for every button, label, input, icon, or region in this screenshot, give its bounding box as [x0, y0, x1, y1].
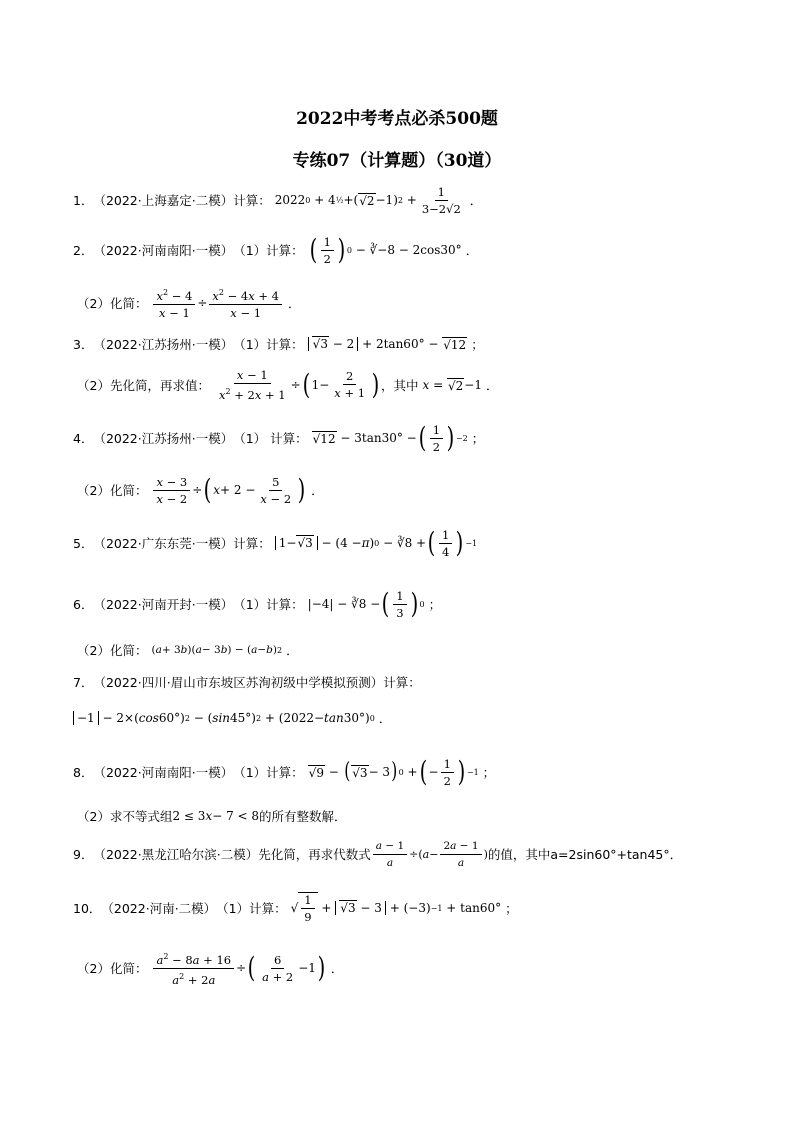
page-title: 2022中考考点必杀500题	[296, 109, 498, 129]
math-condition: x = √2 −1	[422, 378, 482, 393]
math-expression: 2 ≤ 3 x − 7 < 8	[172, 809, 260, 823]
problem-2: 2． （2022·河南南阳·一模） （1）计算： ( $\frac{1}{2}$ ) 0 − ∛−8 − 2cos30° ．	[73, 233, 479, 266]
problem-source: （2022·河南·二模）	[101, 901, 217, 916]
problem-7	[73, 662, 421, 702]
part-instruction: （2）化简：	[77, 643, 148, 658]
page-subtitle: 专练07（计算题）（30道）	[292, 151, 502, 171]
math-expression: ( $\frac{1}{2}$ ) 0 − ∛−8 − 2cos30°	[309, 233, 462, 266]
problem-6: 6． （2022·河南开封·一模） （1）计算： |−4| − ∛8 − ( $\frac{1}{3}$ ) 0 ；	[73, 587, 442, 620]
math-expression: $\frac{a - 1}{a}$ ÷( a − $\frac{2a - 1}{a}$ )	[371, 839, 488, 870]
math-expression: 2022 0 + 4 ½ +( √2 −1) 2 + $\frac{1}{3-2√2}$	[274, 184, 461, 216]
problem-instruction: （1）计算：	[216, 901, 287, 916]
part-instruction: （2）化简：	[77, 296, 148, 311]
problem-number: 3．	[73, 337, 94, 352]
math-expression: |−4| − ∛8 − ( $\frac{1}{3}$ ) 0	[307, 587, 425, 620]
problem-instruction: （1）计算：	[233, 597, 304, 612]
math-expression: √9 − ( √3 − 3 ) 0 + ( − $\frac{1}{2}$ ) −1	[308, 755, 479, 788]
problem-number: 5．	[73, 536, 94, 551]
part-instruction: （2）化简：	[77, 483, 148, 498]
problem-number: 2．	[73, 243, 94, 258]
problem-2-part-2: （2）化简： $\frac{x^2 - 4}{x - 1}$ ÷ $\frac{x^2 - 4x + 4}{x - 1}$ ．	[77, 288, 301, 320]
problem-3-part-2: （2）先化简，再求值： $\frac{x - 1}{x^2 + 2x + 1}$ ÷ ( 1− $\frac{2}{x + 1}$ ) ，其中 x = √2 −1 ．	[77, 367, 499, 402]
problem-number: 1．	[73, 193, 94, 208]
problem-9	[73, 834, 682, 874]
part-tail: ，其中	[381, 378, 419, 393]
problem-condition: a=2sin60°+tan45°．	[550, 847, 683, 862]
math-expression: ( a + 3 b )( a − 3 b ) − ( a − b ) 2	[151, 644, 283, 656]
problem-source: （2022·江苏扬州·一模）	[93, 431, 234, 446]
problem-instruction: （1）计算：	[233, 243, 304, 258]
math-expression: √12 − 3tan30° − ( $\frac{1}{2}$ ) −2	[312, 421, 468, 454]
problem-source: （2022·上海嘉定·二模）	[93, 193, 234, 208]
math-expression: √ $\frac{1}{9}$ + √3 − 3 + (−3) −1 + tan60°	[290, 893, 502, 924]
math-expression: $\frac{x - 1}{x^2 + 2x + 1}$ ÷ ( 1− $\frac{2}{x + 1}$ )	[218, 367, 380, 402]
problem-number: 10．	[73, 901, 102, 916]
problem-3: 3． （2022·江苏扬州·一模） （1）计算： √3 − 2 + 2tan60° − √12 ；	[73, 337, 484, 352]
problem-1: 1． （2022·上海嘉定·二模） 计算： 2022 0 + 4 ½ +( √2 −1) 2 + $\frac{1}{3-2√2}$ ．	[73, 184, 483, 216]
problem-source: （2022·河南南阳·一模）	[93, 765, 234, 780]
problem-source: （2022·江苏扬州·一模）	[93, 337, 234, 352]
math-expression: $\frac{a^2 - 8a + 16}{a^2 + 2a}$ ÷ ( $\frac{6}{a + 2}$ −1 )	[151, 950, 326, 987]
problem-8: 8． （2022·河南南阳·一模） （1）计算： √9 − ( √3 − 3 ) 0 + ( − $\frac{1}{2}$ ) −1 ；	[73, 755, 496, 788]
math-expression: √3 − 2 + 2tan60° − √12	[308, 337, 468, 352]
problem-number: 7．	[73, 675, 94, 690]
problem-4: 4． （2022·江苏扬州·一模） （1） 计算： √12 − 3tan30° − ( $\frac{1}{2}$ ) −2 ；	[73, 421, 485, 454]
math-expression: $\frac{x^2 - 4}{x - 1}$ ÷ $\frac{x^2 - 4x + 4}{x - 1}$	[151, 286, 284, 320]
problem-4-part-2: （2）化简： $\frac{x - 3}{x - 2}$ ÷ ( x + 2 − $\frac{5}{x - 2}$ ) ．	[77, 473, 324, 506]
problem-source: （2022·河南南阳·一模）	[93, 243, 234, 258]
problem-6-part-2: （2）化简： ( a + 3 b )( a − 3 b ) − ( a − b ) 2 ．	[77, 643, 299, 658]
problem-number: 8．	[73, 765, 94, 780]
problem-7-expression: −1 − 2×( cos 60°) 2 − ( sin 45°) 2 + (2022− tan 30°) 0 ．	[73, 698, 391, 738]
part-instruction: （2）化简：	[77, 961, 148, 976]
part-instruction: （2）求不等式组	[77, 809, 173, 824]
problem-5	[73, 523, 477, 563]
problem-instruction: （1） 计算：	[233, 431, 308, 446]
problem-instruction: 计算：	[383, 675, 421, 690]
problem-10-part-2: （2）化简： $\frac{a^2 - 8a + 16}{a^2 + 2a}$ ÷ ( $\frac{6}{a + 2}$ −1 ) ．	[77, 951, 344, 987]
problem-10: 10． （2022·河南·二模） （1）计算： √ $\frac{1}{9}$ + √3 − 3 + (−3) −1 + tan60° ；	[73, 893, 518, 924]
problem-number: 9．	[73, 847, 94, 862]
math-expression: −1 − 2×( cos 60°) 2 − ( sin 45°) 2 + (2022− tan 30°) 0	[73, 711, 375, 725]
problem-instruction: （1）计算：	[233, 337, 304, 352]
problem-instruction: （1）计算：	[233, 765, 304, 780]
problem-instruction: 计算：	[233, 193, 271, 208]
problem-instruction: 先化简，再求代数式	[258, 847, 371, 862]
problem-number: 6．	[73, 597, 94, 612]
problem-source: （2022·四川·眉山市东坡区苏洵初级中学模拟预测）	[93, 675, 384, 690]
part-tail: 的所有整数解．	[259, 809, 347, 824]
problem-source: （2022·黑龙江哈尔滨·二模）	[93, 847, 259, 862]
problem-source: （2022·广东东莞·一模）	[93, 536, 234, 551]
problem-instruction: 计算：	[233, 536, 271, 551]
math-expression: 1−√3 − (4 − π ) 0 − ∛8 + ( $\frac{1}{4}$ ) −1	[275, 528, 477, 559]
problem-8-part-2	[77, 796, 347, 836]
problem-source: （2022·河南开封·一模）	[93, 597, 234, 612]
part-instruction: （2）先化简，再求值：	[77, 378, 210, 393]
math-expression: $\frac{x - 3}{x - 2}$ ÷ ( x + 2 − $\frac{5}{x - 2}$ )	[151, 475, 307, 506]
problem-number: 4．	[73, 431, 94, 446]
problem-tail: 的值，其中	[487, 847, 551, 862]
